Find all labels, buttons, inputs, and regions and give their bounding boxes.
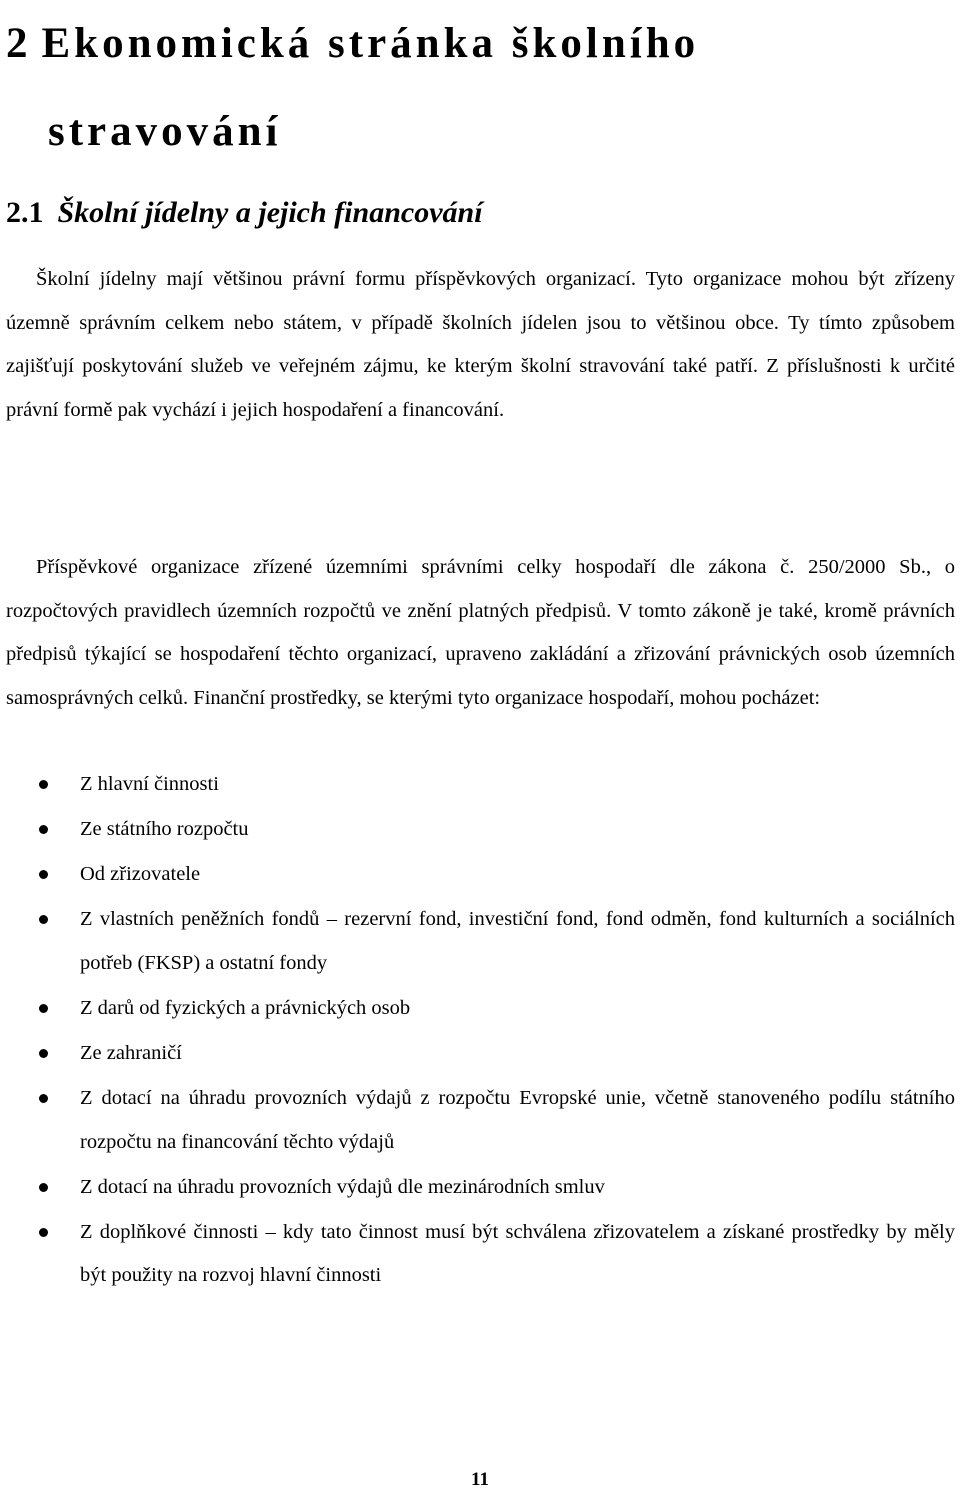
- bullet-icon: [39, 780, 48, 789]
- bullet-icon: [39, 870, 48, 879]
- list-item: [0, 1077, 955, 1164]
- bullet-icon: [39, 1049, 48, 1058]
- paragraph-legal-form: Školní jídelny mají většinou právní formu příspěvkových organizací. Tyto organizace mohou být zřízeny územně správním celkem nebo státem, v případě školních jídelen jsou to většinou obce. Ty tímto způsobem zajišťují poskytování služeb ve veřejném zájmu, ke kterým školní stravování také patří. Z příslušnosti k určité právní formě pak vychází i jejich hospodaření a financování.: [6, 268, 955, 421]
- bullet-icon: [39, 1228, 48, 1237]
- list-item: [0, 1211, 955, 1298]
- list-item-text: Od zřizovatele: [80, 863, 201, 886]
- list-item: [0, 1032, 955, 1076]
- section-number: 2.1: [6, 196, 44, 229]
- list-item: [0, 987, 955, 1031]
- chapter-heading: [6, 0, 946, 176]
- list-item-text: Z hlavní činnosti: [80, 773, 219, 795]
- chapter-title-line1: Ekonomická stránka školního: [41, 20, 700, 67]
- paragraph-financing-law: Příspěvkové organizace zřízené územními správními celky hospodaří dle zákona č. 250/2000 Sb., o rozpočtových pravidlech územních rozpočtů ve znění platných předpisů. V tomto zákoně je také, kromě právních předpisů týkající se hospodaření těchto organizací, upraveno zakládání a zřizování právnických osob územních samosprávných celků. Finanční prostředky, se kterými tyto organizace hospodaří, mohou pocházet:: [6, 556, 955, 709]
- page-number: 11: [471, 1469, 489, 1490]
- list-item: [0, 898, 955, 985]
- bullet-icon: [39, 825, 48, 834]
- list-item-text: Z vlastních peněžních fondů – rezervní fond, investiční fond, fond odměn, fond kulturních a sociálních potřeb (FKSP) a ostatní fondy: [80, 908, 955, 974]
- list-item-text: Z doplňkové činnosti – kdy tato činnost musí být schválena zřizovatelem a získané prostředky by měly být použity na rozvoj hlavní činnosti: [80, 1220, 955, 1287]
- list-item: [0, 1166, 955, 1210]
- chapter-title-line2: stravování: [48, 108, 282, 155]
- list-item-text: Ze zahraničí: [80, 1041, 182, 1064]
- funding-sources-list: [0, 763, 955, 1299]
- list-item-text: Z dotací na úhradu provozních výdajů dle mezinárodních smluv: [80, 1175, 605, 1198]
- bullet-icon: [39, 915, 48, 924]
- section-heading: [6, 188, 483, 238]
- bullet-icon: [39, 1183, 48, 1192]
- list-item-text: Ze státního rozpočtu: [80, 818, 249, 841]
- list-item: [0, 763, 955, 807]
- list-item: [0, 808, 955, 852]
- list-item-text: Z dotací na úhradu provozních výdajů z rozpočtu Evropské unie, včetně stanoveného podílu státního rozpočtu na financování těchto výdajů: [80, 1087, 955, 1153]
- list-item: [0, 853, 955, 897]
- chapter-number: 2: [6, 20, 32, 67]
- section-title: Školní jídelny a jejich financování: [57, 196, 483, 229]
- list-item-text: Z darů od fyzických a právnických osob: [80, 996, 411, 1019]
- bullet-icon: [39, 1094, 48, 1103]
- bullet-icon: [39, 1004, 48, 1013]
